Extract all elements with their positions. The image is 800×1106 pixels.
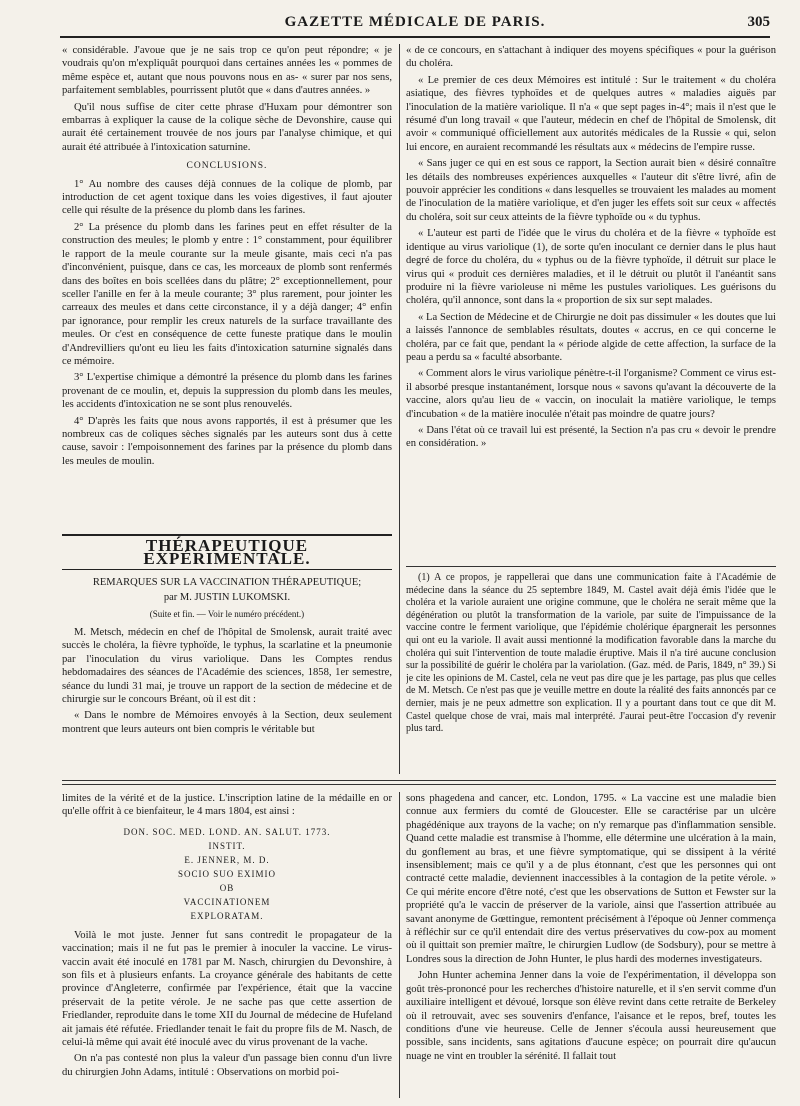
academie-quote-continued: « de ce concours, en s'attachant à indiquer des moyens spécifiques « pour la guérison du choléra.	[406, 45, 776, 70]
author-idea-paragraph: « L'auteur est parti de l'idée que le virus du choléra et de la fièvre « typhoïde est identique au virus variolique (1), de sorte qu'en inoculant ce dernier dans le plus haut degré de force du choléra, du « typhus ou de la fièvre typhoïde, il détruit sur place le virus qui « produit ces dernières maladies, et il le détruit ou plutôt il l'anéantit sans produire ni la fièvre varioleuse ni même les pustules varioliques. Les guérisons du choléra, qu'il annonce, sont dans la « proportion de six sur sept malades.	[406, 228, 776, 307]
continuation-note: (Suite et fin. — Voir le numéro précédent.)	[149, 608, 305, 619]
left-top-column	[62, 44, 392, 522]
article-author: par M. JUSTIN LUKOMSKI.	[163, 592, 291, 604]
therapeutique-article	[62, 530, 392, 770]
page-number: 305	[747, 14, 770, 30]
footnote-text: (1) A ce propos, je rappellerai que dans une communication faite à l'Académie de médecine dans la séance du 25 septembre 1849, M. Castel avait déjà émis l'idée que le choléra et la variole auraient une origine commune, que le choléra ne serait même que la dégénération ou plutôt la transformation de la variole, par suite de l'impuissance de la vaccine contre le ferment variolique, que l'épidémie cholérique épargnerait les personnes qui ont eu la variole. Il avait aussi mentionné la modification favorable dans la marche du choléra qui suit l'intervention de toute maladie éruptive. Mais il n'a tiré aucune conclusion sur la possibilité de guérir le choléra par la variolation. (Gaz. méd. de Paris, 1849, n° 39.) Si je cite les opinions de M. Castel, cela ne veut pas dire que je les partage, pas plus que celles de M. Metsch. Ce n'est pas que je veuille mettre en doute la réalité des faits annoncés par ce dernier, mais je ne peux admettre son explication. Il y a pourtant dans tout ce que dit M. Castel quelque chose de vrai, mais mal interprété. J'aurai peut-être l'occasion d'y revenir plus tard.	[406, 572, 776, 735]
inscription-line: VACCINATIONEM	[183, 896, 271, 907]
inscription-line: EXPLORATAM.	[190, 910, 264, 921]
virus-question-paragraph: « Comment alors le virus variolique pénètre-t-il l'organisme? Comment ce virus est-il absorbé presque instantanément, lorsque nous « savons qu'avant la découverte de la vaccine, alors qu'au lieu de « vaccin, on inoculait la matière variolique, le temps d'incubation « de la matière inoculée n'était pas moindre de quatre jours?	[406, 368, 776, 420]
right-top-column	[406, 44, 776, 564]
conclusion-2: 2° La présence du plomb dans les farines peut en effet résulter de la construction des meules; le plomb y entre : 1° constamment, pour équilibrer le rapport de la meule courante sur la meule gisante, mais ceci n'a pas d'inconvénient, puisque, dans ce cas, les morceaux de plomb sont renfermés dans des boîtes en bois scellées dans du plâtre; 2° exceptionnellement, pour sceller l'anille en fer à la meule courante; 3° plus rarement, pour jointer les carreaux des meules et dans cette circonstance, il y a déjà danger; 4° enfin par ignorance, pour remplir les creux naturels de la surface travaillante des meules. Or c'est en conséquence de cette funeste pratique dans le moulin d'Andrevilliers qu'ont eu lieu les faits d'intoxication saturnine signalés dans ce mémoire.	[62, 221, 392, 367]
page-header	[60, 14, 770, 38]
hunter-paragraph: John Hunter achemina Jenner dans la voie de l'expérimentation, il développa son goût très-prononcé pour les recherches d'histoire naturelle, et il s'en servit comme d'un auxiliaire intelligent et dévoué, lorsque son élève revint dans cette retraite de Berkeley où il retrouvait, avec ses souvenirs d'enfance, l'aisance et le repos, bref, toutes les conditions d'une vie heureuse. Celle de Jenner s'écoula aussi heureusement que possible, sans incidents, sans agitations d'aucune espèce; on pourrait dire qu'aucun nuage ne vint en troubler la sérénité. Il fallait tout	[406, 970, 776, 1062]
huxam-quote: « considérable. J'avoue que je ne sais trop ce qu'on peut répondre; « je voudrais qu'on m'expliquât pourquoi dans certaines années les « pommes de même espèce et, autant que nous pouvons nous en as- « surer par nos sens, parfaitement semblables, pourrissent plutôt que « dans d'autres années. »	[62, 45, 392, 97]
adams-quote-paragraph: sons phagedena and cancer, etc. London, 1795. « La vaccine est une maladie bien connue aux fermiers du comté de Gloucester. Elle se caractérise par un ulcère phagédénique aux trayons de la vache; on n'y remarque pas d'inflammation sensible. Quand cette maladie est transmise à l'homme, elle détermine une ulcération à la main, du gonflement au bras, et une fièvre symptomatique, qui se dissipent à la vérité insensiblement; mais ce qu'il y a de plus étonnant, c'est que les personnes qui ont contracté cette maladie, deviennent inaccessibles à la contagion de la petite vérole. » Ce qui mérite encore d'être noté, c'est que les observations de Sutton et Fewster sur la propriété qu'a le vaccin de préserver de la variole, ainsi que l'assertion attribuée au savant anonyme de Gœttingue, remontent précisément à l'époque où Jenner commença à réfléchir sur ce qu'il entendait dire des vertus préservatives du cow-pox au moment où il quittait son premier maître, le chirurgien Ludlow (de Sodsbury), pour se mettre à Londres sous la direction de John Hunter, le plus hardi des modernes investigateurs.	[406, 793, 776, 965]
huxam-paragraph: Qu'il nous suffise de citer cette phrase d'Huxam pour démontrer son embarras à expliquer la cause de la colique sèche de Devonshire, cause qui aurait été certainement trouvée de nos jours par l'analyse chimique, et qui aurait été attribuée à l'intoxication saturnine.	[62, 101, 392, 153]
inscription-line: INSTIT.	[208, 840, 246, 851]
footnote	[406, 572, 776, 772]
section-separator	[62, 780, 776, 785]
column-divider-top	[399, 44, 400, 774]
right-bottom-column	[406, 792, 776, 1098]
medal-paragraph: limites de la vérité et de la justice. L'inscription latine de la médaille en or qu'elle offrit à ce bienfaiteur, le 4 mars 1804, est ainsi :	[62, 793, 392, 818]
section-decision-paragraph: « Dans l'état où ce travail lui est présenté, la Section n'a pas cru « devoir le prendre en considération. »	[406, 424, 776, 450]
article-subtitle: REMARQUES SUR LA VACCINATION THÉRAPEUTIQUE;	[92, 576, 362, 588]
section-title: THÉRAPEUTIQUE EXPÉRIMENTALE.	[62, 534, 392, 570]
metsch-paragraph: M. Metsch, médecin en chef de l'hôpital de Smolensk, aurait traité avec succès le choléra, la fièvre typhoïde, le typhus, la scarlatine et la pneumonie par l'inoculation du virus variolique. Dans les Comptes rendus hebdomadaires des séances de l'Académie des sciences, 1858, 1er semestre, séance du lundi 31 mai, je trouve un rapport de la section de médecine et de chirurgie sur le concours Bréant, où il est dit :	[62, 627, 392, 706]
column-divider-bottom	[399, 792, 400, 1098]
medal-inscription	[62, 825, 392, 923]
memoire-title-paragraph: « Le premier de ces deux Mémoires est intitulé : Sur le traitement « du choléra asiatique, des fièvres typhoïdes et de quelques autres « maladies aiguës par l'inoculation de la matière variolique. Il n'a « que sept pages in-4°; mais il n'est que le résumé d'un long travail « que l'auteur, médecin en chef de l'hôpital de Smolensk, dit avoir « communiqué officiellement aux autorités médicales de la Russie « qui, selon lui encore, en auraient recommandé les résultats aux « médecins de l'empire russe.	[406, 74, 776, 153]
conclusion-1: 1° Au nombre des causes déjà connues de la colique de plomb, par introduction de cet agent toxique dans les voies digestives, il faut ajouter celle qui résulte de la présence du plomb dans les farines.	[62, 178, 392, 217]
inscription-line: E. JENNER, M. D.	[184, 854, 270, 865]
left-bottom-column	[62, 792, 392, 1098]
section-doubts-paragraph: « La Section de Médecine et de Chirurgie ne doit pas dissimuler « les doutes que lui a laissés l'annonce de semblables résultats, doutes « accrus, en ce qui concerne le choléra, par ce fait que, pendant la « période algide de cette affection, la surface de la peau a perdu sa « faculté absorbante.	[406, 311, 776, 363]
inscription-line: DON. SOC. MED. LOND. AN. SALUT. 1773.	[123, 826, 331, 837]
jenner-paragraph: Voilà le mot juste. Jenner fut sans contredit le propagateur de la vaccination; mais il ne fut pas le premier à inoculer la vaccine. Le virus-vaccin avait été inoculé en 1781 par M. Nasch, chirurgien du Devonshire, à son fils et à plusieurs enfants. La croyance générale des habitants de cette province d'Angleterre, confirmée par l'expérience, était que la vaccine préservait de la petite vérole. Je ne sache pas que cette assertion de Friedlander, reproduite dans le tome XII du Journal de médecine de Hufeland ait jamais été réfutée. Friedlander tenait le fait du propre fils de M. Nasch, de celui-là même qui avait été inoculé avec du virus provenant de la vache.	[62, 929, 392, 1049]
section-judgment-paragraph: « Sans juger ce qui en est sous ce rapport, la Section aurait bien « désiré connaître les détails des nombreuses expériences auxquelles « l'auteur dit s'être livré, afin de pouvoir apprécier les conditions « dans lesquelles se trouvaient les malades au moment de l'inoculation de la matière variolique, et d'en juger les effets soit sur ceux « affectés du choléra, soit sur ceux atteints de la fièvre typhoïde ou « du typhus.	[406, 158, 776, 223]
footnote-rule	[406, 566, 776, 567]
inscription-line: OB	[219, 882, 235, 893]
conclusion-4: 4° D'après les faits que nous avons rapportés, il est à présumer que les nombreux cas de coliques sèches signalés par les auteurs sont dus à cette cause, savoir : l'empoisonnement des farines par la présence du plomb dans les meules de moulin.	[62, 415, 392, 467]
inscription-line: SOCIO SUO EXIMIO	[177, 868, 276, 879]
academie-quote-start: « Dans le nombre de Mémoires envoyés à la Section, deux seulement montrent que leurs auteurs ont bien compris le véritable but	[62, 710, 392, 735]
conclusion-3: 3° L'expertise chimique a démontré la présence du plomb dans les farines provenant de ce moulin, et, depuis la suppression du plomb dans les meules, les accidents d'intoxication ne se sont plus renouvelés.	[62, 372, 392, 411]
adams-paragraph: On n'a pas contesté non plus la valeur d'un passage bien connu d'un livre du chirurgien John Adams, intitulé : Observations on morbid poi-	[62, 1053, 392, 1078]
conclusions-heading: CONCLUSIONS.	[186, 161, 268, 172]
journal-title: GAZETTE MÉDICALE DE PARIS.	[284, 14, 546, 30]
